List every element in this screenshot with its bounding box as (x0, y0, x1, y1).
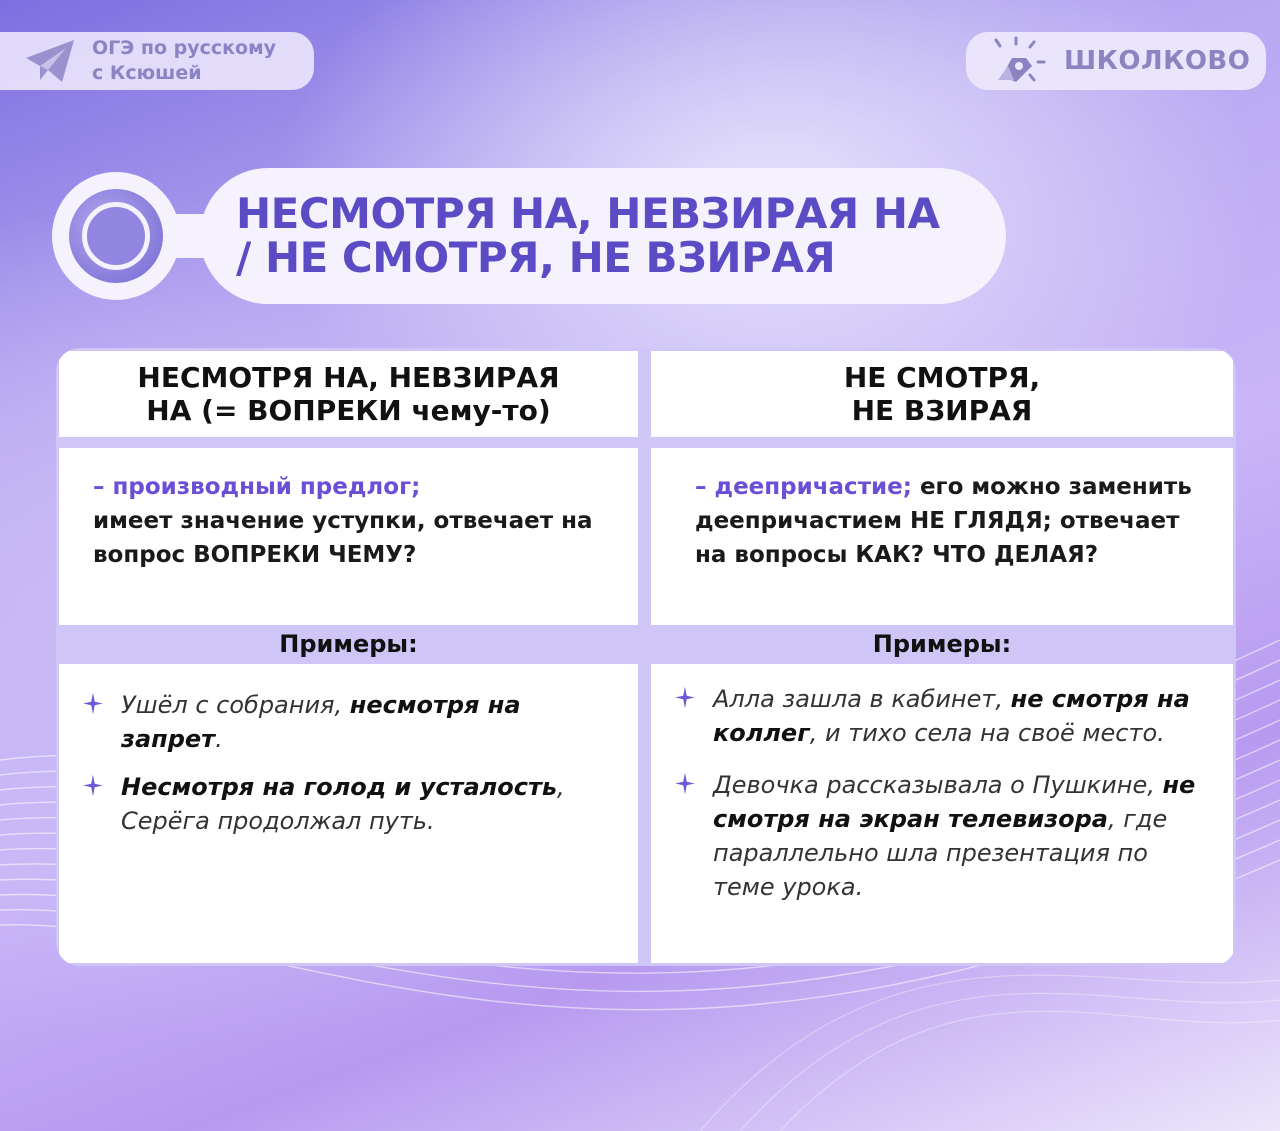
plus-icon (673, 768, 713, 796)
example-text: Девочка рассказывала о Пушкине, (713, 771, 1163, 799)
plus-icon (81, 770, 121, 798)
examples-header-left: Примеры: (279, 630, 418, 658)
description-left (59, 448, 638, 625)
example-item (81, 770, 622, 838)
examples-left (59, 664, 638, 963)
example-item (673, 768, 1217, 904)
brand-badge (966, 32, 1266, 90)
title-line-2: / НЕ СМОТРЯ, НЕ ВЗИРАЯ (236, 233, 836, 282)
column-header-left (59, 351, 638, 437)
shkolkovo-logo-icon (988, 36, 1050, 86)
column-header-right-line1: НЕ СМОТРЯ, (843, 361, 1041, 394)
description-bold: НЕ ГЛЯДЯ; (910, 508, 1052, 534)
examples-right (651, 664, 1233, 963)
example-text: . (215, 725, 223, 753)
part-of-speech-label: – деепричастие; (695, 474, 912, 500)
example-text: Ушёл с собрания, (121, 691, 350, 719)
column-header-left-line2: НА (= ВОПРЕКИ чему-то) (146, 394, 551, 427)
title-line-1: НЕСМОТРЯ НА, НЕВЗИРАЯ НА (236, 189, 940, 238)
example-bold: не смотря на экран телевизора (713, 771, 1196, 833)
description-bold: КАК? ЧТО ДЕЛАЯ? (855, 542, 1099, 568)
example-bold: несмотря на запрет (121, 691, 521, 753)
example-bold: Несмотря на голод и усталость (121, 773, 558, 801)
examples-header-right: Примеры: (872, 630, 1012, 658)
channel-name-line2: с Ксюшей (92, 62, 202, 84)
description-bold: ВОПРЕКИ ЧЕМУ? (193, 542, 417, 568)
title-ring-icon (52, 172, 180, 300)
example-bold: не смотря на коллег (713, 685, 1190, 747)
plus-icon (673, 682, 713, 710)
description-text: , отвечает на вопрос (93, 508, 593, 568)
description-text: его можно заменить деепричастием (695, 474, 1192, 534)
example-text: , Серёга продолжал путь. (121, 773, 565, 835)
example-item (673, 682, 1217, 750)
plus-icon (81, 688, 121, 716)
part-of-speech-label: – производный предлог; (93, 474, 421, 500)
telegram-icon (24, 38, 76, 84)
example-item (81, 688, 622, 756)
example-text: Алла зашла в кабинет, (713, 685, 1011, 713)
description-text: отвечает на вопросы (695, 508, 1180, 568)
channel-name-line1: ОГЭ по русскому (92, 37, 276, 59)
column-header-left-line1: НЕСМОТРЯ НА, НЕВЗИРАЯ (137, 361, 560, 394)
description-bold: уступки (312, 508, 417, 534)
brand-name: ШКОЛКОВО (1064, 46, 1251, 76)
comparison-table (56, 348, 1236, 966)
page-title (200, 168, 1006, 304)
channel-badge (0, 32, 314, 90)
column-header-right-line2: НЕ ВЗИРАЯ (851, 394, 1033, 427)
example-text: , где параллельно шла презентация по теме урока. (713, 805, 1168, 901)
description-text: имеет значение (93, 508, 313, 534)
example-text: , и тихо села на своё место. (809, 719, 1165, 747)
description-right (651, 448, 1233, 625)
column-header-right (651, 351, 1233, 437)
